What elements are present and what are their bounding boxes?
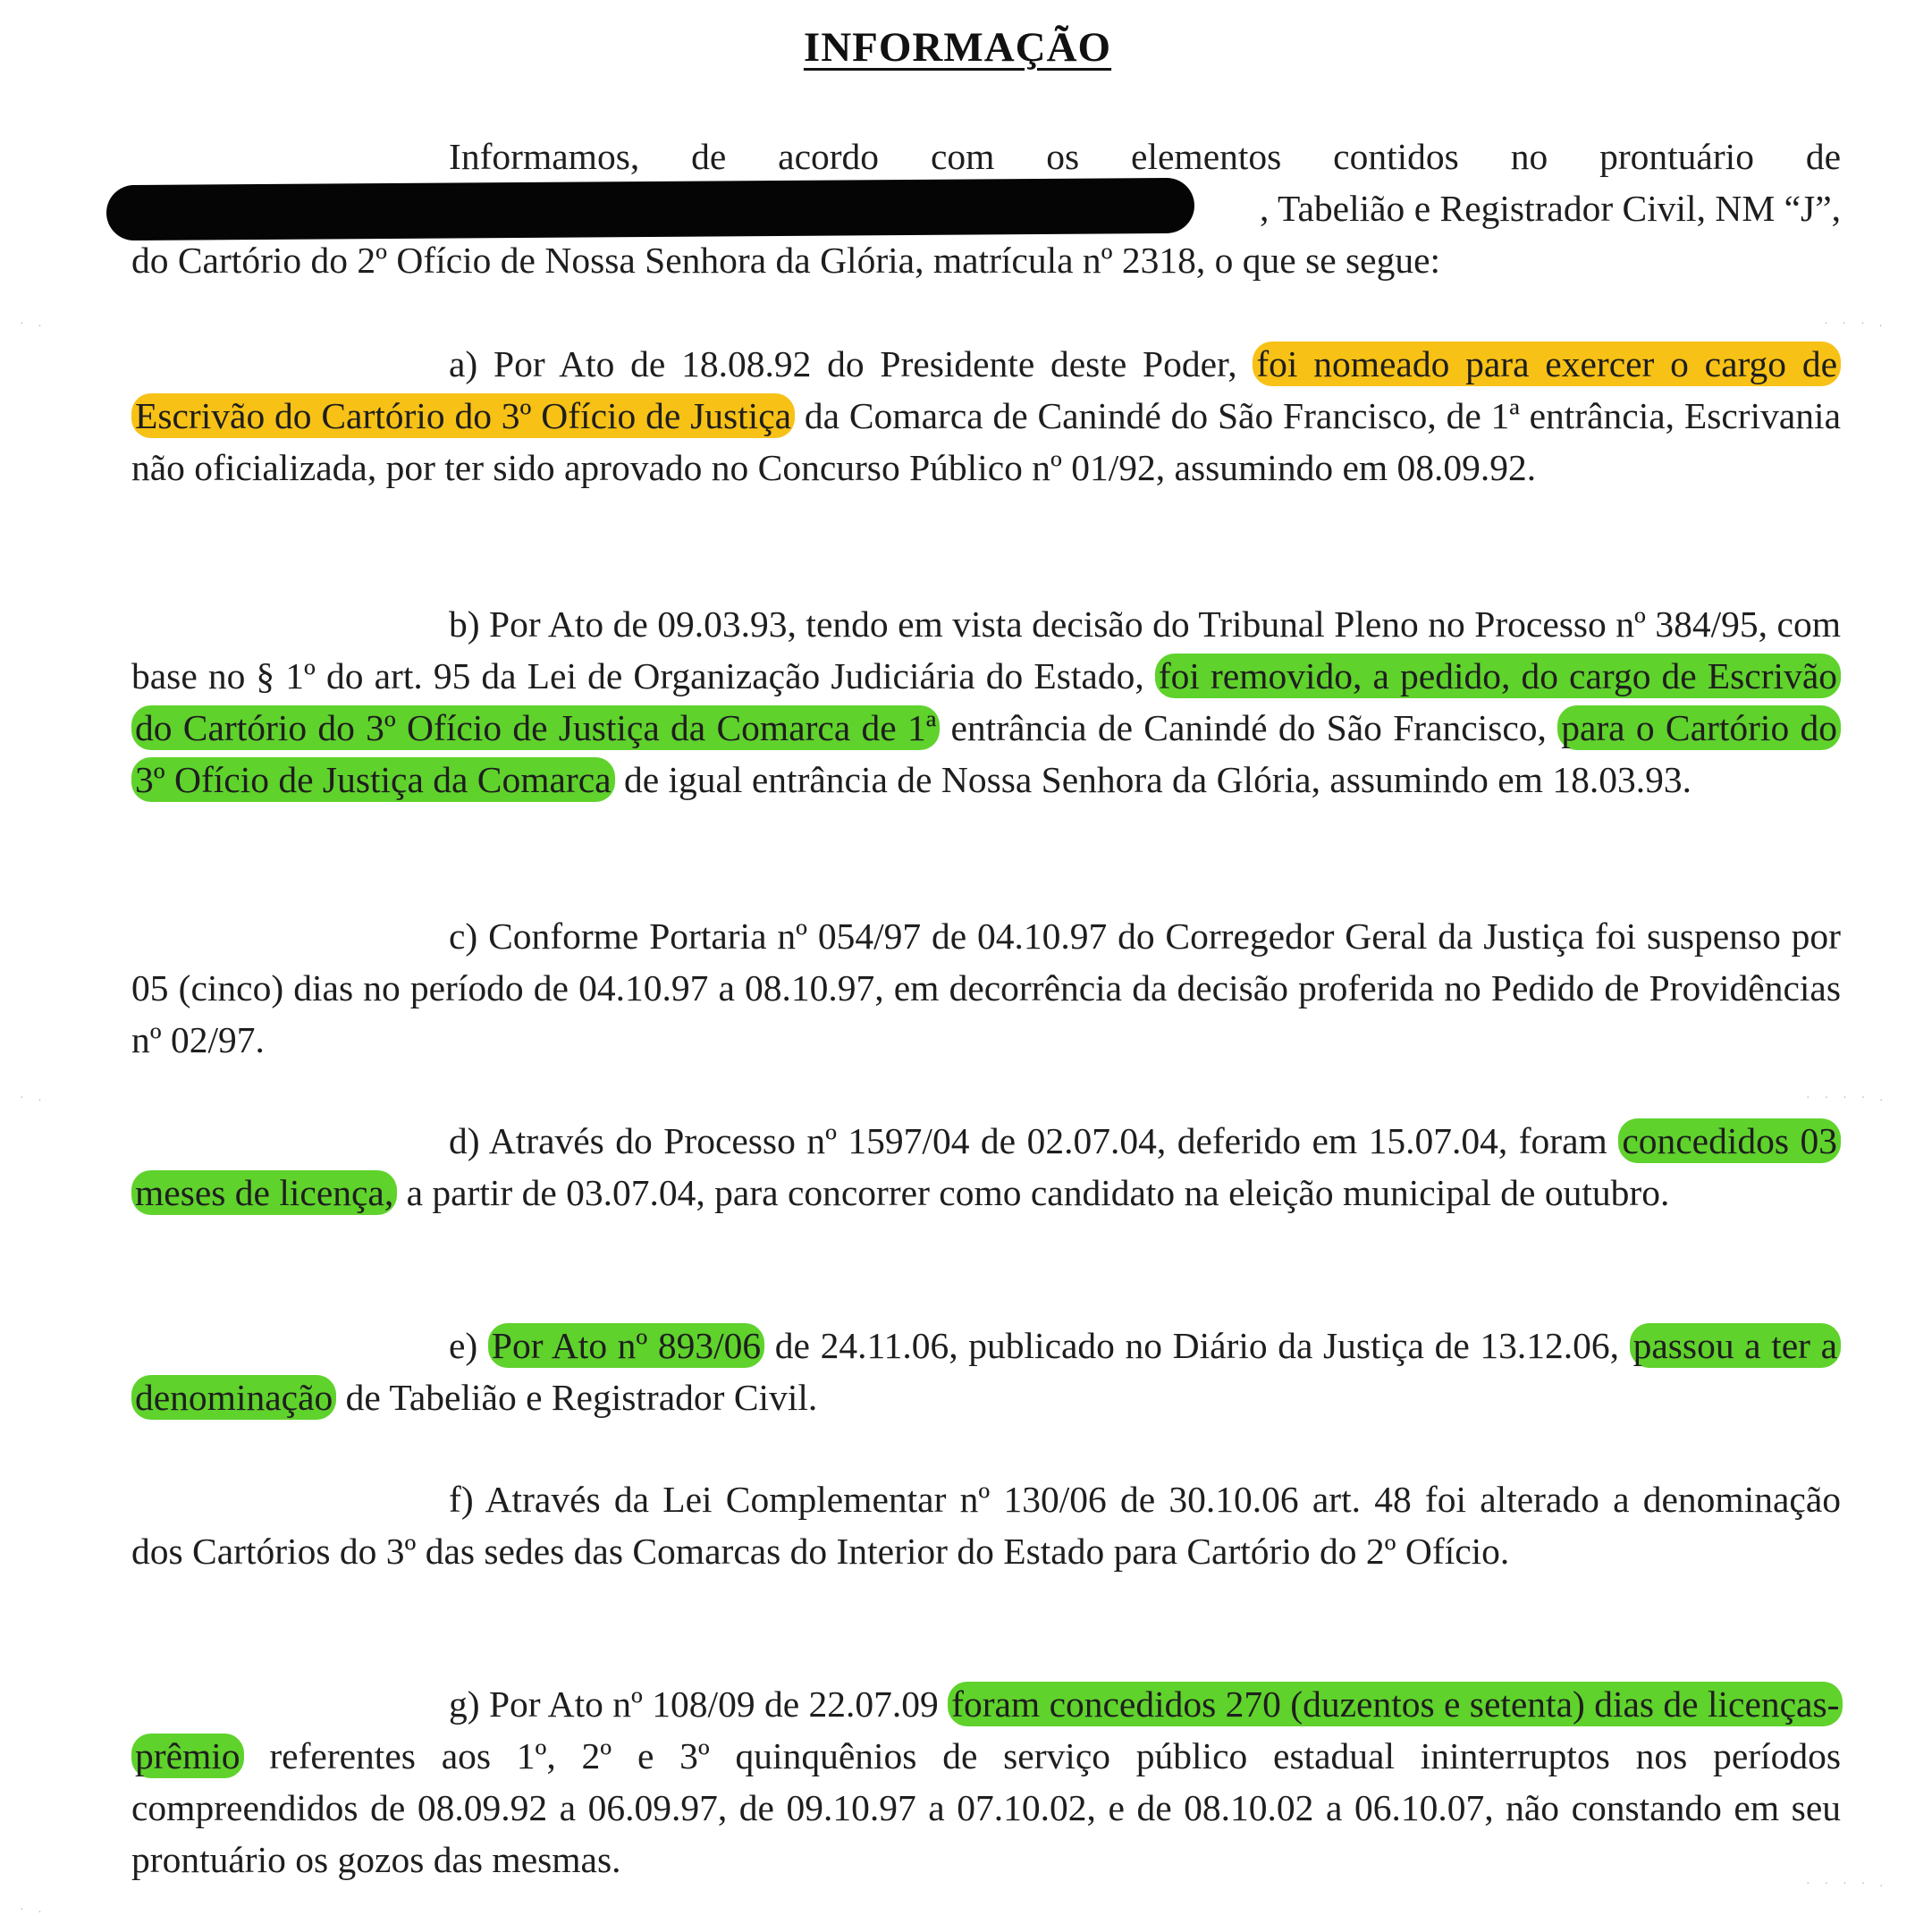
item-d-text-2: a partir de 03.07.04, para concorrer como candidato na eleição municipal de outubro. — [397, 1172, 1670, 1213]
item-d — [131, 1115, 1841, 1219]
item-b-text-1: b) Por Ato de 09.03.93, tendo em vista decisão do Tribunal Pleno no Processo nº 384/95, com base no § 1º do art. 95 da Lei de Organização Judiciária do Estado, — [131, 603, 1841, 696]
scan-speck: · . — [20, 1901, 47, 1915]
item-g — [131, 1678, 1841, 1886]
item-e-text-2: de 24.11.06, publicado no Diário da Justiça de 13.12.06, — [764, 1325, 1630, 1366]
item-b-highlight-green-1: foi removido, a pedido, do cargo de Escrivão do Cartório do 3º Ofício de Justiça da Comarca de 1ª — [131, 654, 1841, 750]
item-e-text-1: e) — [449, 1325, 488, 1366]
scan-speck: · . — [20, 315, 47, 329]
item-c-text-1: c) Conforme Portaria nº 054/97 de 04.10.97 do Corregedor Geral da Justiça foi suspenso por 05 (cinco) dias no período de 04.10.97 a 08.10.97, em decorrência da decisão proferida no Pedido de Providências nº 02/97. — [131, 915, 1841, 1060]
item-a-text-1: a) Por Ato de 18.08.92 do Presidente deste Poder, — [449, 343, 1253, 384]
item-f-text-1: f) Através da Lei Complementar nº 130/06 de 30.10.06 art. 48 foi alterado a denominação dos Cartórios do 3º das sedes das Comarcas do Interior do Estado para Cartório do 2º Ofício. — [131, 1479, 1841, 1572]
item-f — [131, 1473, 1841, 1577]
item-e-highlight-green-2: passou a ter a denominação — [131, 1323, 1841, 1420]
item-b-highlight-green-2: para o Cartório do 3º Ofício de Justiça da Comarca — [131, 705, 1841, 802]
item-a-text-2: da Comarca de Canindé do São Francisco, de 1ª entrância, Escrivania não oficializada, por ter sido aprovado no Concurso Público nº 01/92, assumindo em 08.09.92. — [131, 395, 1841, 488]
item-c — [131, 910, 1841, 1066]
item-d-text-1: d) Através do Processo nº 1597/04 de 02.07.04, deferido em 15.07.04, foram — [449, 1120, 1619, 1161]
item-b-text-2: entrância de Canindé do São Francisco, — [940, 707, 1558, 748]
item-e-highlight-green-1: Por Ato nº 893/06 — [488, 1323, 764, 1368]
item-g-text-2: referentes aos 1º, 2º e 3º quinquênios de serviço público estadual ininterruptos nos períodos compreendidos de 08.09.92 a 06.09.97, de 09.10.97 a 07.10.02, e de 08.10.02 a 06.10.07, não constando em seu prontuário os gozos das mesmas. — [131, 1735, 1841, 1880]
intro-text-before: Informamos, de acordo com os elementos contidos no prontuário de — [449, 136, 1841, 177]
item-a-highlight-yellow: foi nomeado para exercer o cargo de Escrivão do Cartório do 3º Ofício de Justiça — [131, 342, 1841, 438]
intro-text-after: , Tabelião e Registrador Civil, NM “J”, do Cartório do 2º Ofício de Nossa Senhora da Glória, matrícula nº 2318, o que se segue: — [131, 188, 1841, 281]
item-d-highlight-green: concedidos 03 meses de licença, — [131, 1118, 1841, 1215]
item-b-text-3: de igual entrância de Nossa Senhora da Glória, assumindo em 18.03.93. — [614, 759, 1691, 800]
item-e-text-3: de Tabelião e Registrador Civil. — [336, 1377, 818, 1418]
item-b — [131, 598, 1841, 806]
item-g-highlight-green: foram concedidos 270 (duzentos e setenta) dias de licenças-prêmio — [131, 1682, 1843, 1778]
item-g-text-1: g) Por Ato nº 108/09 de 22.07.09 — [449, 1683, 949, 1725]
item-e — [131, 1320, 1841, 1423]
item-a — [131, 338, 1841, 494]
scan-speck: · · · · . — [1806, 1089, 1889, 1103]
scan-speck: · . — [20, 1089, 47, 1103]
redaction-bar — [106, 178, 1194, 240]
scan-speck: · · · . — [1824, 315, 1888, 329]
scan-speck: · · · · . — [1806, 1875, 1889, 1889]
document-title: INFORMAÇÃO — [803, 24, 1112, 71]
